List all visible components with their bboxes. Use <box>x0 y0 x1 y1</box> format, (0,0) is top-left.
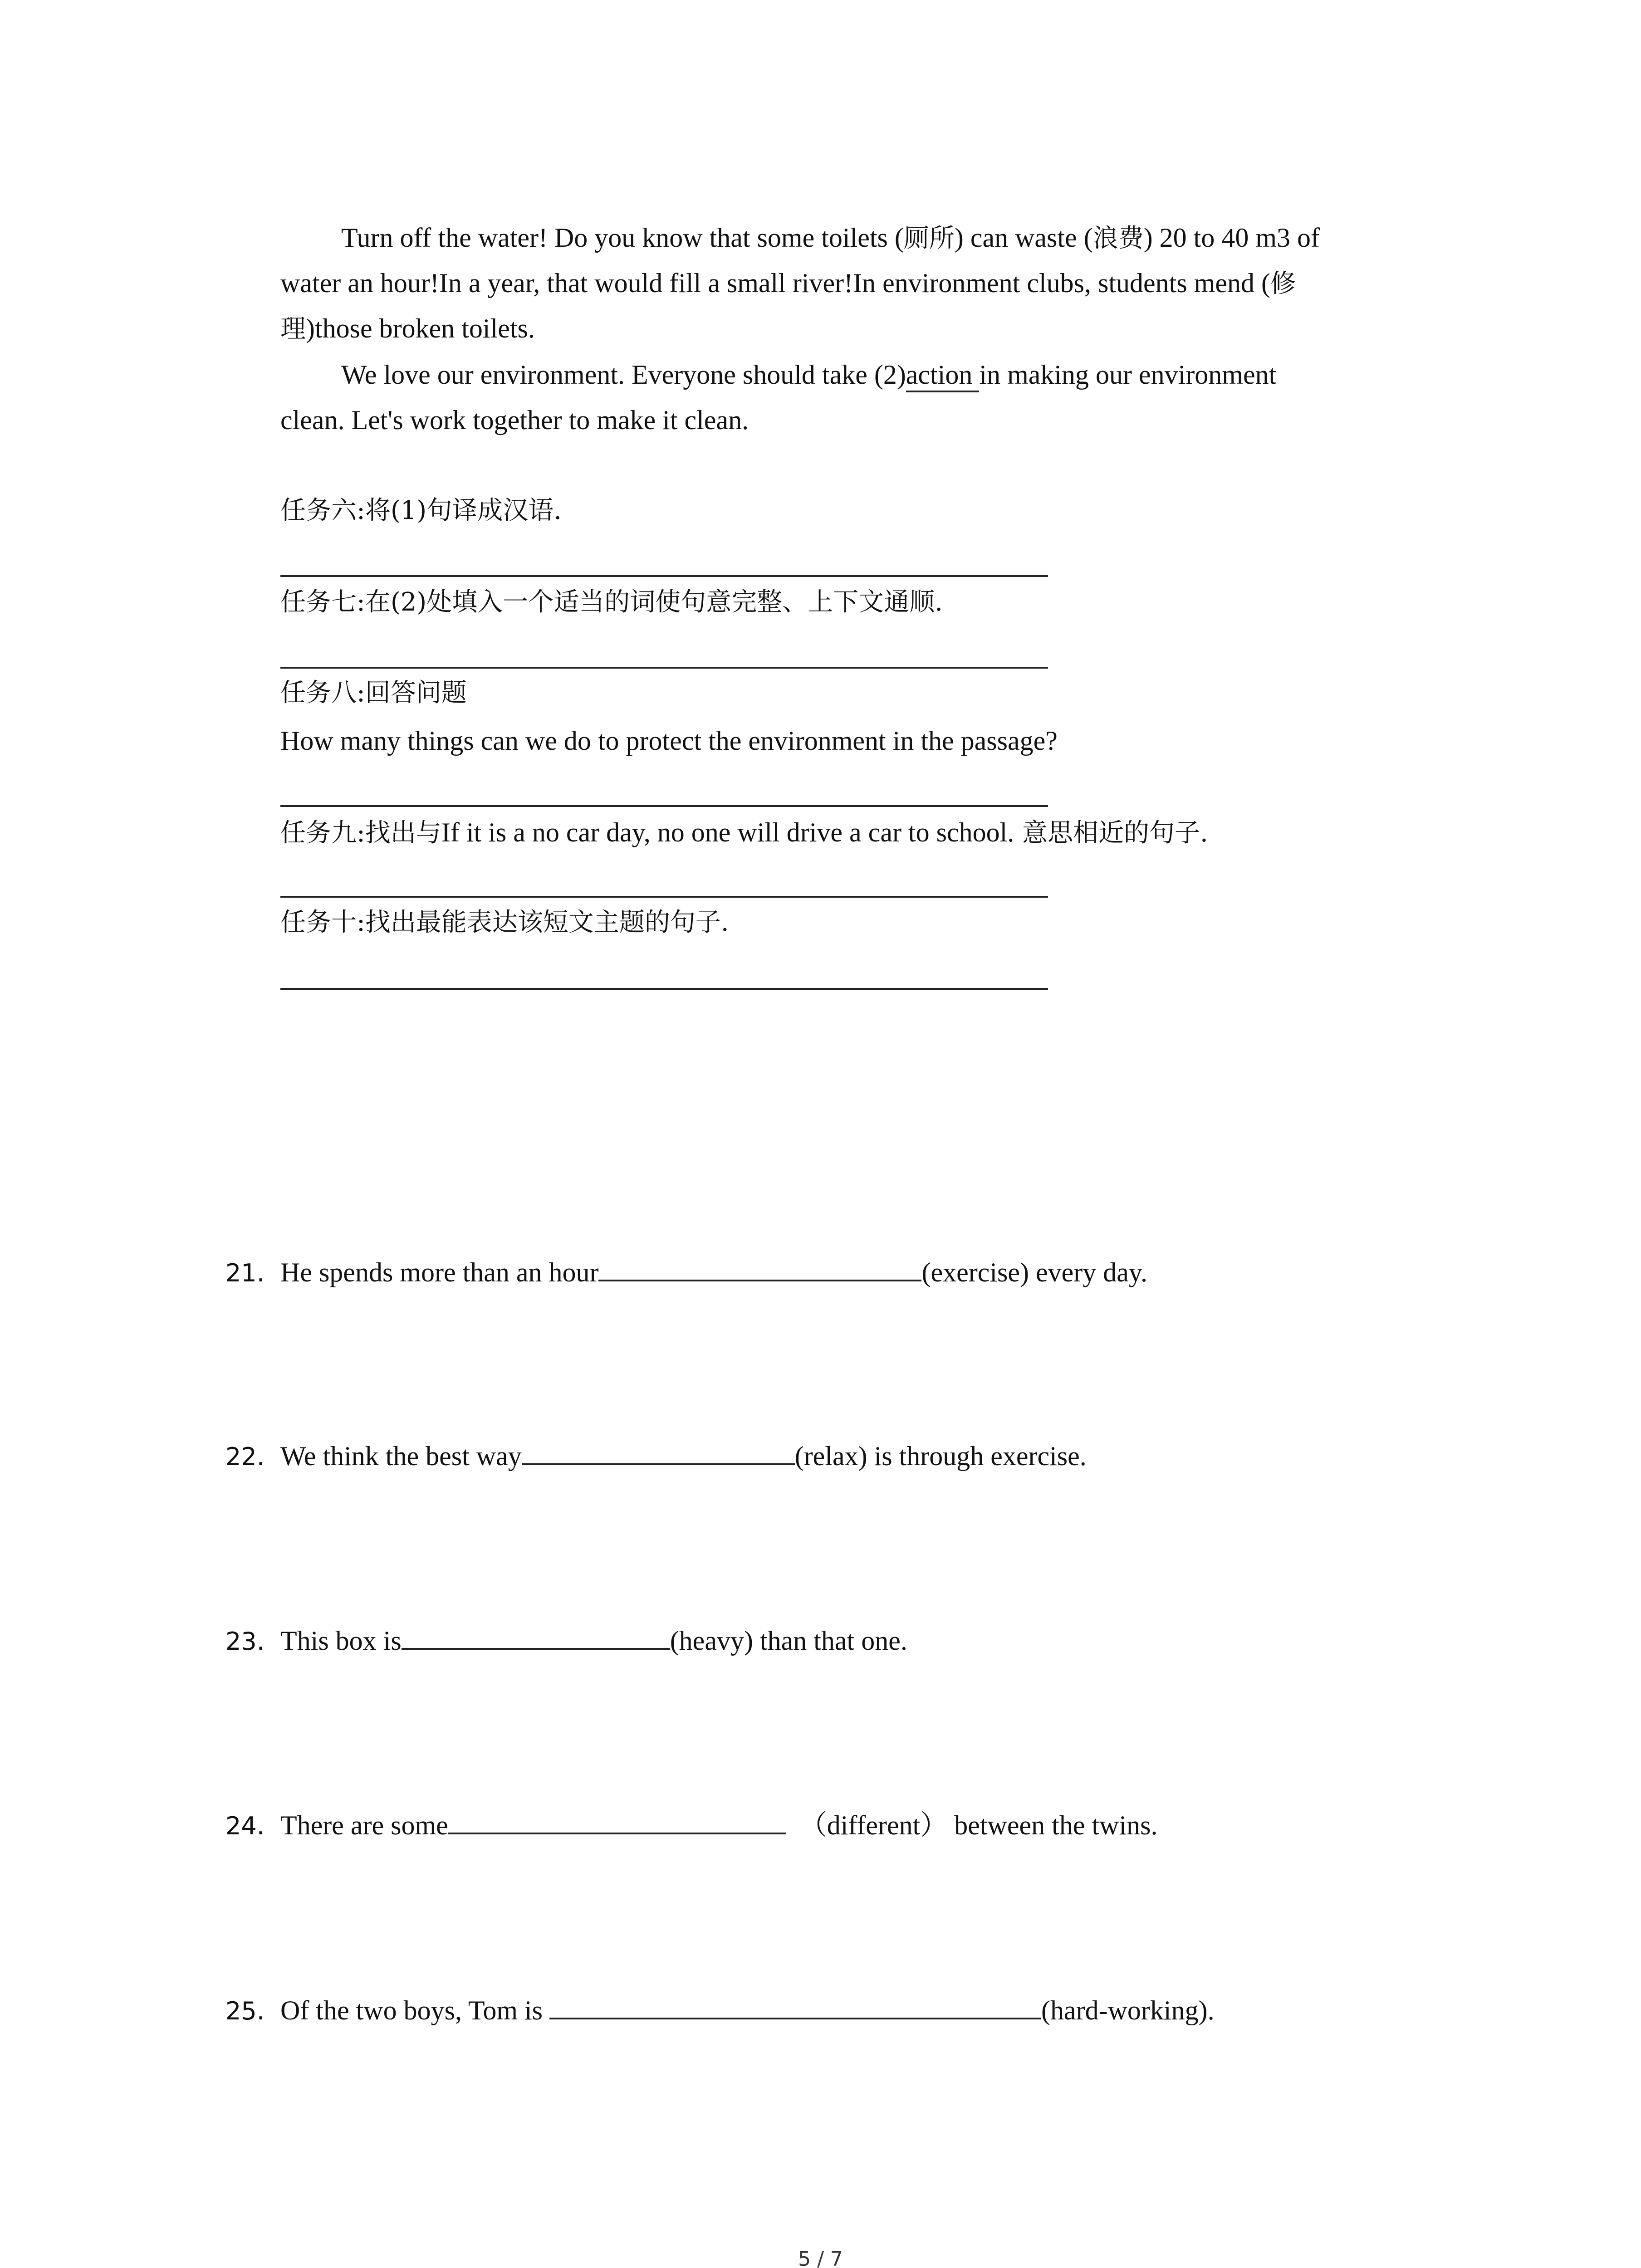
passage-p1-line2: water an hour!In a year, that would fill a small river!In environment clubs, students mend (修 <box>280 268 1296 298</box>
answer-line-task-7[interactable] <box>280 667 1048 669</box>
passage-p2-line2: clean. Let's work together to make it clean. <box>280 405 749 435</box>
passage-p1-line1: Turn off the water! Do you know that some toilets (厕所) can waste (浪费) 20 to 40 m3 of <box>341 223 1320 253</box>
question-23: 23. This box is (heavy) than that one. <box>225 1622 907 1654</box>
page-number: 5 / 7 <box>798 2248 843 2268</box>
answer-blank[interactable] <box>448 1806 786 1834</box>
task-10: 任务十:找出最能表达该短文主题的句子. <box>280 908 729 937</box>
task-7: 任务七:在(2)处填入一个适当的词使句意完整、上下文通顺. <box>280 587 943 617</box>
answer-line-task-6[interactable] <box>280 575 1048 577</box>
answer-line-task-8[interactable] <box>280 805 1048 807</box>
answer-line-task-10[interactable] <box>280 988 1048 990</box>
question-25: 25. Of the two boys, Tom is (hard-working). <box>225 1991 1215 2024</box>
question-22: 22. We think the best way (relax) is through exercise. <box>225 1437 1087 1470</box>
underlined-answer: action <box>906 360 980 392</box>
answer-blank[interactable] <box>598 1253 921 1281</box>
question-24: 24. There are some （different） between the twins. <box>225 1806 1157 1839</box>
answer-line-task-9[interactable] <box>280 896 1048 898</box>
task-6: 任务六:将(1)句译成汉语. <box>280 496 562 525</box>
task-8-question: How many things can we do to protect the environment in the passage? <box>280 726 1058 756</box>
answer-blank[interactable] <box>402 1622 670 1650</box>
answer-blank[interactable] <box>522 1437 795 1465</box>
question-21: 21. He spends more than an hour (exercise) every day. <box>225 1253 1147 1286</box>
task-8: 任务八:回答问题 <box>280 678 467 708</box>
passage-p2-line1: We love our environment. Everyone should take (2)action in making our environment <box>341 361 1276 388</box>
passage-p1-line3: 理)those broken toilets. <box>280 313 535 344</box>
task-9: 任务九:找出与If it is a no car day, no one will drive a car to school. 意思相近的句子. <box>280 817 1208 848</box>
answer-blank[interactable] <box>549 1991 1041 2019</box>
